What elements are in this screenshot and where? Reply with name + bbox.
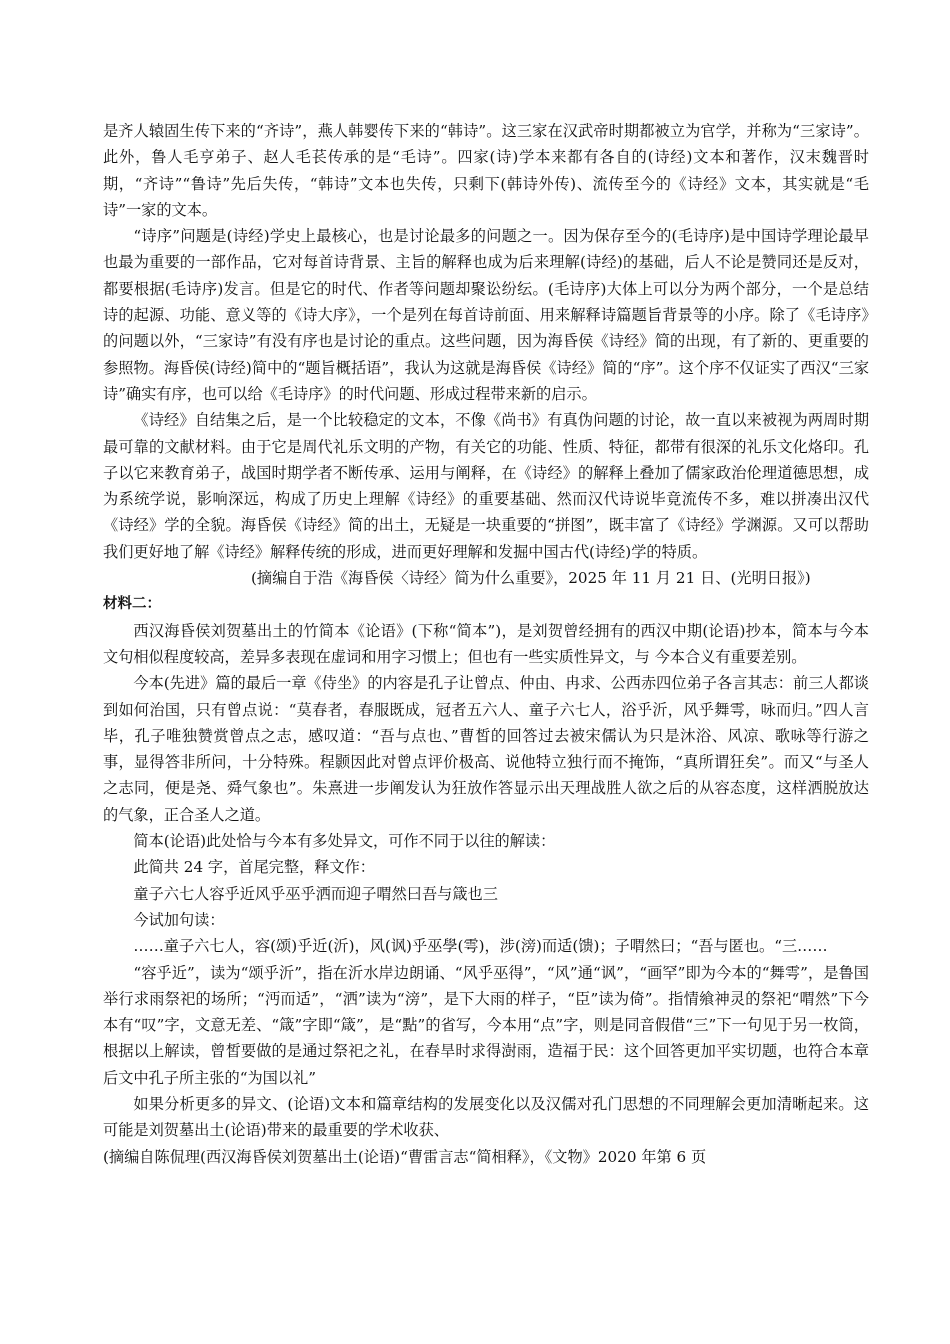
- paragraph-shijing-stability: 《诗经》自结集之后，是一个比较稳定的文本，不像《尚书》有真伪问题的讨论，故一直以来被视为两周时期最可靠的文献材料。由于它是周代礼乐文明的产物，有关它的功能、性质、特征，都带有很深的礼乐文化烙印。孔子以它来教育弟子，战国时期学者不断传承、运用与阐释，在《诗经》的解释上叠加了儒家政治伦理道德思想，成为系统学说，影响深远，构成了历史上理解《诗经》的重要基础、然而汉代诗说毕竟流传不多，难以拼凑出汉代《诗经》学的全貌。海昏侯《诗经》简的出土，无疑是一块重要的“拼图”，既丰富了《诗经》学渊源。又可以帮助我们更好地了解《诗经》解释传统的形成，进而更好理解和发掘中国古代(诗经)学的特质。: [103, 411, 869, 561]
- material-two-heading: 材料二：: [103, 595, 161, 613]
- paragraph-slip-transcription: 童子六七人容乎近风乎巫乎洒而迎子喟然曰吾与箴也三: [133, 884, 498, 903]
- paragraph-variant-intro: 简本(论语)此处恰与今本有多处异文，可作不同于以往的解读：: [133, 832, 556, 851]
- source-citation-material-two: (摘编自陈侃理(西汉海昏侯刘贺墓出土(论语)“曹雷言志“简相释》，《文物》2020 年第 6 页: [103, 1147, 707, 1166]
- source-citation-material-one: (摘编自于浩《海昏侯〈诗经〉简为什么重要》，2025 年 11 月 21 日、(光明日报》): [251, 569, 811, 588]
- paragraph-lunyu-bamboo-slips: 西汉海昏侯刘贺墓出土的竹简本《论语》(下称“简本”)，是刘贺曾经拥有的西汉中期(论语)抄本，简本与今本文句相似程度较高，差异多表现在虚词和用字习惯上；但也有一些实质性异文，与 今本合义有重要差别。: [103, 621, 869, 666]
- paragraph-shixu-problem: “诗序”问题是(诗经)学史上最核心，也是讨论最多的问题之一。因为保存至今的(毛诗序)是中国诗学理论最早也最为重要的一部作品，它对每首诗背景、主旨的解释也成为后来理解(诗经)的基础，后人不论是赞同还是反对，都要根据(毛诗序)发言。但是它的时代、作者等问题却聚讼纷纭。(毛诗序)大体上可以分为两个部分，一个是总结诗的起源、功能、意义等的《诗大序》，一个是列在每首诗前面、用来解释诗篇题旨背景等的小序。除了《毛诗序》的问题以外，“三家诗”有没有序也是讨论的重点。这些问题，因为海昏侯《诗经》简的出现，有了新的、更重要的参照物。海昏侯(诗经)简中的“题旨概括语”，我认为这就是海昏侯《诗经》简的“序”。这个序不仅证实了西汉“三家诗”确实有序，也可以给《毛诗序》的时代问题、形成过程带来新的启示。: [103, 227, 869, 403]
- paragraph-conclusion: 如果分析更多的异文、(论语)文本和篇章结构的发展变化以及汉儒对孔门思想的不同理解会更加清晰起来。这可能是刘贺墓出土(论语)带来的最重要的学术收获、: [103, 1094, 869, 1140]
- paragraph-poetry-schools: 是齐人辕固生传下来的“齐诗”，燕人韩婴传下来的“韩诗”。这三家在汉武帝时期都被立为官学，并称为“三家诗”。此外，鲁人毛亨弟子、赵人毛苌传承的是“毛诗”。四家(诗)学本来都有各自的(诗经)文本和著作，汉末魏晋时期，“齐诗”“鲁诗”先后失传，“韩诗”文本也失传，只剩下(韩诗外传)、流传至今的《诗经》文本，其实就是“毛诗”一家的文本。: [103, 122, 869, 219]
- paragraph-punctuated-text: ……童子六七人，容(颂)乎近(沂)，风(讽)乎巫學(雩)，涉(滂)而适(馈)；子喟然曰；“吾与匿也。“三……: [133, 937, 828, 956]
- paragraph-shizuo-chapter: 今本(先进》篇的最后一章《侍坐》的内容是孔子让曾点、仲由、冉求、公西赤四位弟子各言其志：前三人都谈到如何治国，只有曾点说：“莫春者，春服既成，冠者五六人、童子六七人，浴乎沂，风乎舞雩，咏而归。”四人言毕，孔子唯独赞赏曾点之志，感叹道：“吾与点也、”曹皙的回答过去被宋儒认为只是沐浴、风凉、歌咏等行游之事，显得答非所问，十分特殊。程颢因此对曾点评价极高、说他特立独行而不掩饰，“真所谓狂矣”。而又“与圣人之志同，便是尧、舜气象也”。朱熹进一步阐发认为狂放作答显示出天理战胜人欲之后的从容态度，这样洒脱放达的气象，正合圣人之道。: [103, 674, 869, 824]
- document-page: [103, 118, 869, 1170]
- paragraph-punctuation-intro: 今试加句读：: [133, 910, 225, 929]
- paragraph-slip-character-count: 此简共 24 字，首尾完整，释文作：: [133, 858, 375, 877]
- paragraph-interpretation: “容乎近”，读为“颂乎沂”，指在沂水岸边朗诵、“风乎巫得”，“风”通“讽”，“画罕”即为今本的“舞雩”，是鲁国举行求雨祭祀的场所；“沔而适”，“洒”读为“滂”，是下大雨的样子，“臣”读为倚”。指情飨神灵的祭祀“喟然”下今本有“叹”字，文意无差、“箴”字即“箴”，是“點”的省写，今本用“点”字，则是同音假借“三”下一句见于另一枚筒，根据以上解读，曾皙要做的是通过祭祀之礼，在春旱时求得澍雨，造福于民：这个回答更加平实切题，也符合本章后文中孔子所主张的“为国以礼”: [103, 963, 869, 1087]
